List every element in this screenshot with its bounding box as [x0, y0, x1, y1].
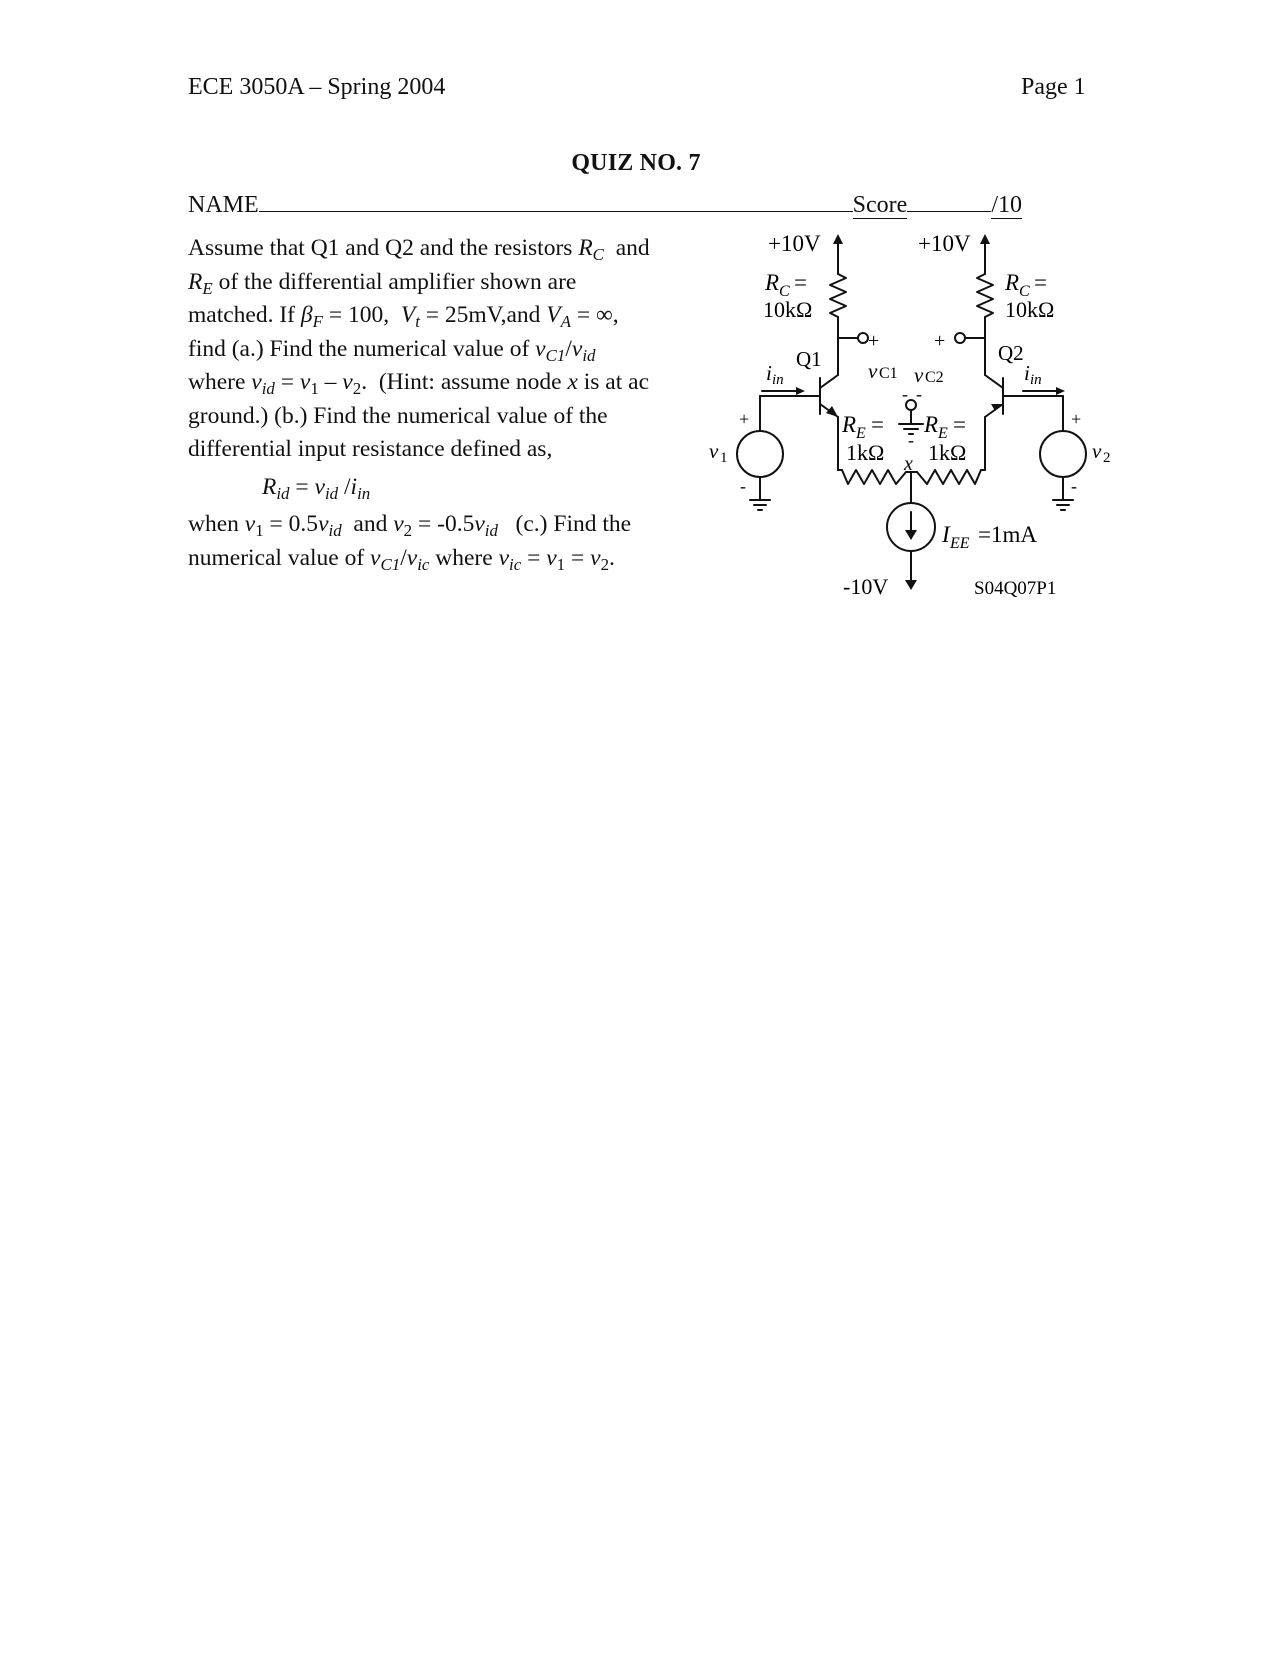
svg-text:i: i: [766, 361, 772, 385]
svg-text:-: -: [916, 384, 922, 404]
score-max: /10: [991, 192, 1022, 218]
svg-text:C: C: [1019, 283, 1030, 300]
re-left-value: 1kΩ: [846, 440, 885, 465]
rid-equation: $R_{id} = v_{id}$ $/i_{in}$: [262, 473, 371, 503]
svg-text:v: v: [914, 363, 924, 387]
svg-text:R: R: [924, 412, 939, 437]
svg-text:C: C: [779, 283, 790, 300]
problem-line-2: $R_E$ of the differential amplifier shown are: [188, 268, 577, 298]
svg-text:=: =: [871, 412, 884, 437]
svg-text:E: E: [856, 425, 866, 442]
svg-text:+: +: [868, 330, 880, 352]
svg-text:C2: C2: [925, 369, 944, 386]
vcc-right-label: +10V: [918, 231, 971, 256]
q1-label: Q1: [796, 347, 822, 371]
figure-id: S04Q07P1: [974, 578, 1057, 599]
vcc-left-label: +10V: [768, 231, 821, 256]
svg-text:=: =: [1034, 270, 1047, 295]
score-label: Score: [852, 192, 908, 218]
svg-text:v: v: [868, 359, 878, 383]
svg-text:=: =: [953, 412, 966, 437]
svg-text:in: in: [1030, 372, 1042, 388]
svg-text:1: 1: [720, 450, 728, 466]
page-number: Page 1: [1021, 74, 1086, 100]
name-blank[interactable]: [259, 191, 853, 212]
re-right-value: 1kΩ: [928, 440, 967, 465]
svg-text:I: I: [942, 522, 950, 547]
svg-text:R: R: [842, 412, 857, 437]
score-blank[interactable]: [907, 191, 991, 212]
svg-text:v: v: [1092, 439, 1102, 463]
differential-amplifier-schematic: [690, 220, 1110, 610]
name-score-row: [188, 191, 1068, 219]
problem-line-4: find (a.) Find the numerical value of $v_{C1}/v_{id}$: [188, 335, 596, 365]
problem-statement: [188, 232, 688, 575]
svg-text:R: R: [1005, 270, 1020, 295]
svg-text:2: 2: [1103, 450, 1110, 466]
problem-line-10: numerical value of $v_{C1}/v_{ic}$ where $v_{ic} = v_1 = v_2$.: [188, 544, 615, 574]
problem-line-3: matched. If $\beta_F = 100$, $V_t = 25mV,and$ $V_A$ = ∞,: [188, 302, 619, 332]
svg-text:-: -: [902, 384, 908, 404]
svg-text:E: E: [938, 425, 948, 442]
quiz-title-text: QUIZ NO. 7: [571, 150, 701, 176]
svg-text:=: =: [794, 270, 807, 295]
svg-text:+: +: [1071, 409, 1082, 429]
svg-text:-: -: [908, 430, 914, 450]
svg-text:R: R: [765, 270, 780, 295]
problem-line-6: ground.) (b.) Find the numerical value of the: [188, 402, 608, 429]
rc-left-value: 10kΩ: [763, 297, 813, 322]
svg-text:-: -: [1071, 476, 1077, 496]
svg-text:v: v: [709, 439, 719, 463]
course-header: ECE 3050A – Spring 2004: [188, 74, 446, 100]
q2-label: Q2: [998, 341, 1024, 365]
vee-label: -10V: [843, 574, 889, 599]
quiz-title: [0, 150, 1280, 177]
problem-line-7: differential input resistance defined as,: [188, 436, 553, 462]
svg-text:EE: EE: [950, 535, 970, 552]
svg-text:-: -: [740, 476, 746, 496]
node-x-label: x: [904, 453, 913, 475]
svg-text:in: in: [772, 372, 784, 388]
iee-label: =1mA: [978, 522, 1037, 547]
rc-right-value: 10kΩ: [1005, 297, 1055, 322]
svg-text:+: +: [739, 409, 750, 429]
problem-line-9: when $v_1 = 0.5v_{id}$ and $v_2 = -0.5v_{id}$ (c.) Find the: [188, 511, 632, 541]
svg-text:i: i: [1024, 361, 1030, 385]
problem-line-5: where $v_{id} = v_1 - v_2$. (Hint: assume node x is at ac: [188, 369, 649, 399]
svg-text:C1: C1: [879, 365, 898, 382]
svg-text:+: +: [934, 330, 946, 352]
problem-line-1: Assume that Q1 and Q2 and the resistors $R_C$ and: [188, 235, 650, 265]
name-label: NAME: [188, 192, 259, 218]
